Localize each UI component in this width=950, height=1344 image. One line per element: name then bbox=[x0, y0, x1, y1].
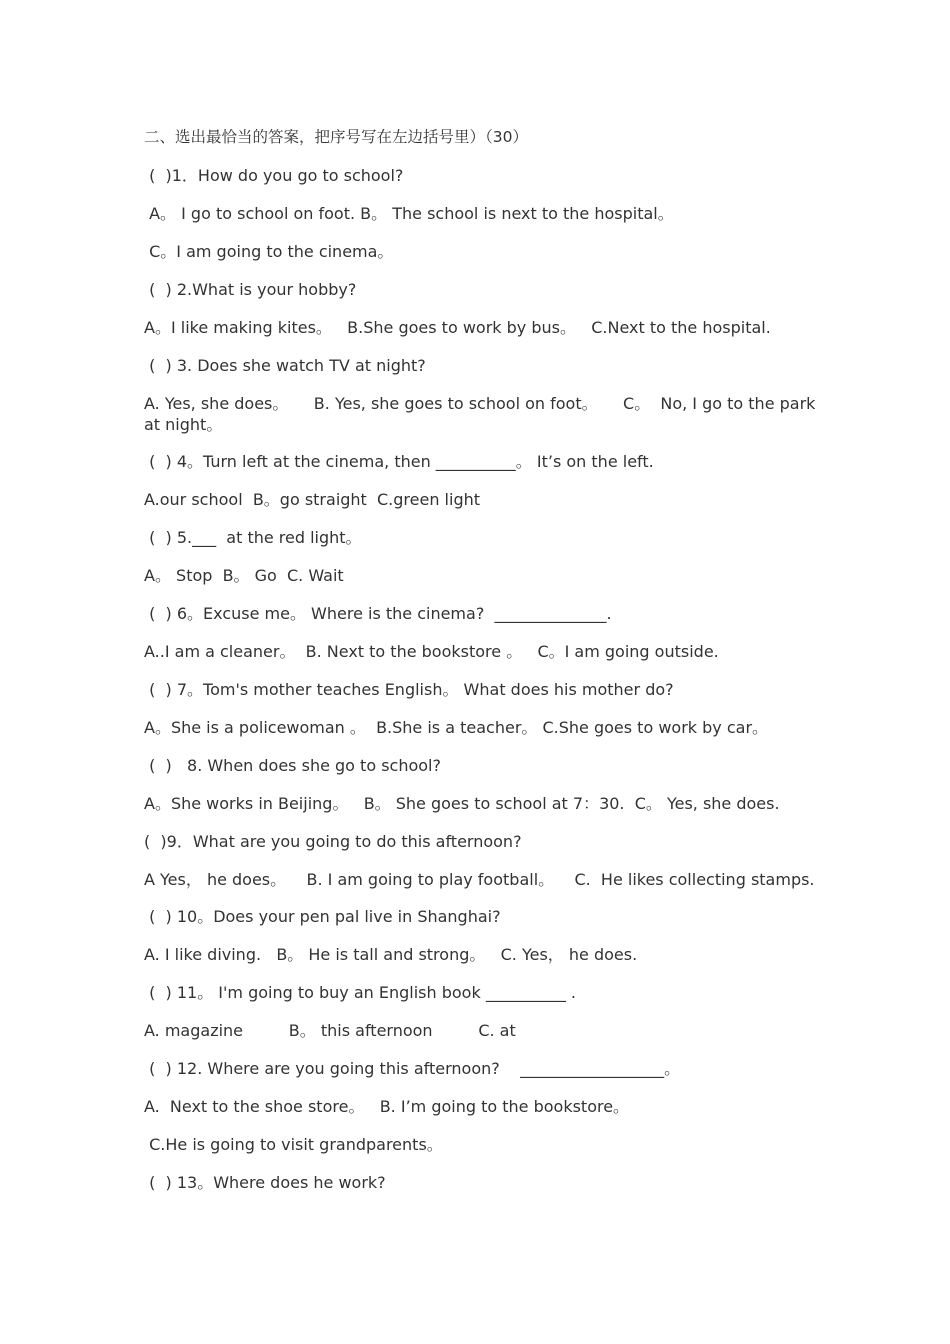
question-6-options: A..I am a cleaner。 B. Next to the bookstore 。 C。I am going outside. bbox=[144, 642, 719, 661]
question-9: ( )9．What are you going to do this afternoon? bbox=[144, 832, 522, 851]
question-4-options: A.our school B。go straight C.green light bbox=[144, 490, 481, 509]
question-4: ( ) 4。Turn left at the cinema, then __________。 It’s on the left. bbox=[144, 452, 654, 471]
question-1-option-c: C。I am going to the cinema。 bbox=[144, 242, 394, 261]
question-12-options-a-b: A. Next to the shoe store。 B. I’m going to the bookstore。 bbox=[144, 1097, 630, 1116]
question-12: ( ) 12. Where are you going this afternoon? __________________。 bbox=[144, 1059, 681, 1078]
question-3: ( ) 3. Does she watch TV at night? bbox=[144, 356, 426, 375]
document-content bbox=[144, 127, 824, 1210]
question-2: ( ) 2.What is your hobby? bbox=[144, 280, 357, 299]
question-9-options: A Yes， he does。 B. I am going to play football。 C. He likes collecting stamps. bbox=[144, 870, 815, 889]
question-12-option-c: C.He is going to visit grandparents。 bbox=[144, 1135, 443, 1154]
question-11-options: A. magazine B。 this afternoon C. at bbox=[144, 1021, 516, 1040]
question-1: ( )1．How do you go to school? bbox=[144, 166, 404, 185]
question-5: ( ) 5.___ at the red light。 bbox=[144, 528, 362, 547]
question-1-options-a-b: A。 I go to school on foot. B。 The school is next to the hospital。 bbox=[144, 204, 674, 223]
question-3-options: A. Yes, she does。 B. Yes, she goes to school on foot。 C。 No, I go to the park at night。 bbox=[144, 394, 821, 434]
question-10-options: A. I like diving. B。 He is tall and strong。 C. Yes， he does. bbox=[144, 945, 638, 964]
question-13: ( ) 13。Where does he work? bbox=[144, 1173, 386, 1192]
question-5-options: A。 Stop B。 Go C. Wait bbox=[144, 566, 344, 585]
question-8: ( ) 8. When does she go to school? bbox=[144, 756, 441, 775]
question-7-options: A。She is a policewoman 。 B.She is a teacher。 C.She goes to work by car。 bbox=[144, 718, 769, 737]
question-7: ( ) 7。Tom's mother teaches English。 What does his mother do? bbox=[144, 680, 674, 699]
question-11: ( ) 11。 I'm going to buy an English book __________ . bbox=[144, 983, 576, 1002]
question-8-options: A。She works in Beijing。 B。 She goes to school at 7：30. C。 Yes, she does. bbox=[144, 794, 780, 813]
question-6: ( ) 6。Excuse me。 Where is the cinema? ______________. bbox=[144, 604, 612, 623]
question-10: ( ) 10。Does your pen pal live in Shanghai? bbox=[144, 907, 501, 926]
section-heading: 二、选出最恰当的答案，把序号写在左边括号里）（30） bbox=[144, 128, 528, 146]
question-2-options: A。I like making kites。 B.She goes to work by bus。 C.Next to the hospital. bbox=[144, 318, 771, 337]
